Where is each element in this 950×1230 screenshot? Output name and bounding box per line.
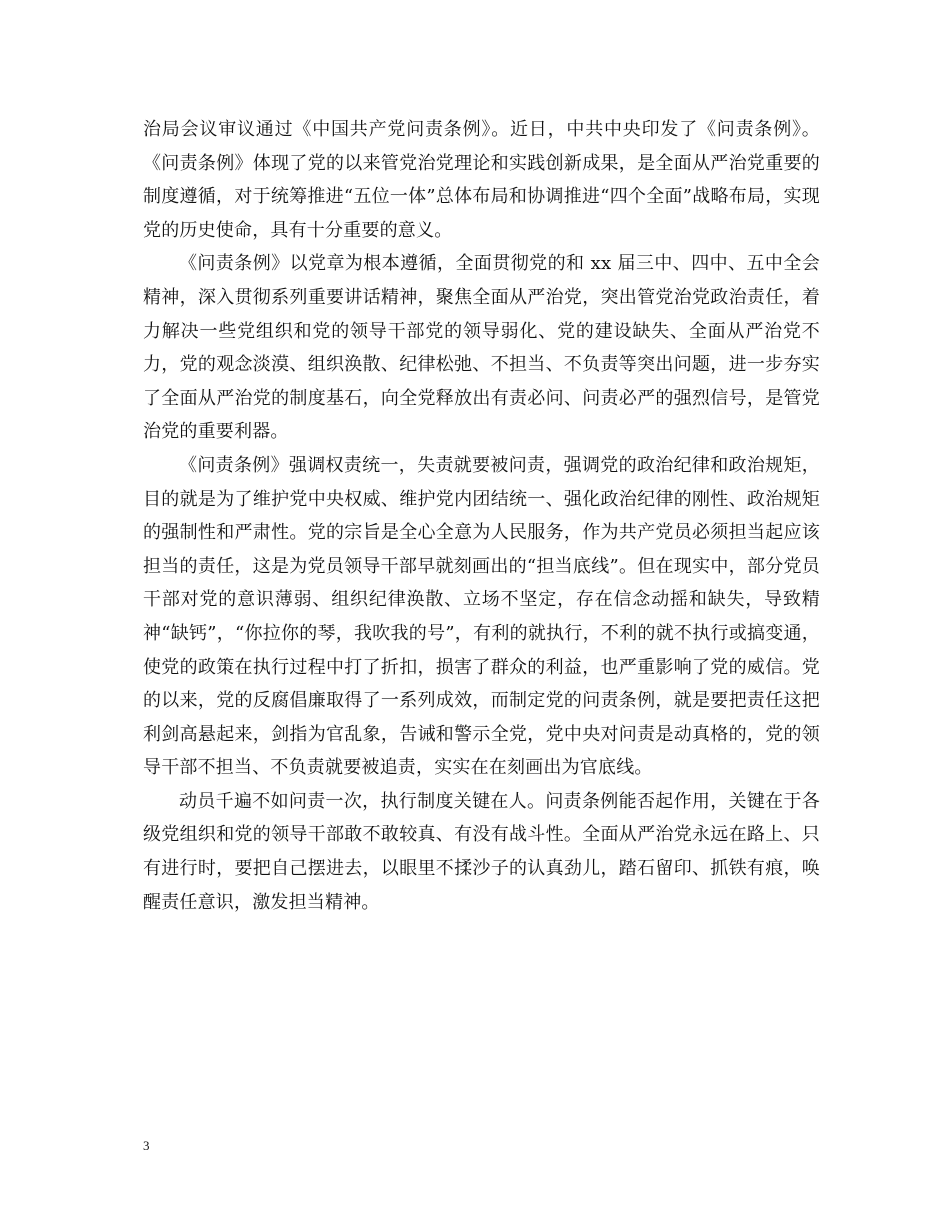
- page-number: 3: [143, 1138, 150, 1153]
- paragraph-4: 动员千遍不如问责一次，执行制度关键在人。问责条例能否起作用，关键在于各级党组织和党的领导干部敢不敢较真、有没有战斗性。全面从严治党永远在路上、只有进行时，要把自己摆进去，以眼里不揉沙子的认真劲儿，踏石留印、抓铁有痕，唤醒责任意识，激发担当精神。: [143, 790, 820, 913]
- paragraph-1: 治局会议审议通过《中国共产党问责条例》。近日，中共中央印发了《问责条例》。《问责条例》体现了党的以来管党治党理论和实践创新成果，是全面从严治党重要的制度遵循，对于统筹推进“五位一体”总体布局和协调推进“四个全面”战略布局，实现党的历史使命，具有十分重要的意义。: [143, 119, 820, 241]
- paragraph-2: 《问责条例》以党章为根本遵循，全面贯彻党的和 xx 届三中、四中、五中全会精神，深入贯彻系列重要讲话精神，聚焦全面从严治党，突出管党治党政治责任，着力解决一些党组织和党的领导干部党的领导弱化、党的建设缺失、全面从严治党不力，党的观念淡漠、组织涣散、纪律松弛、不担当、不负责等突出问题，进一步夯实了全面从严治党的制度基石，向全党释放出有责必问、问责必严的强烈信号，是管党治党的重要利器。: [143, 253, 820, 443]
- document-body: [143, 113, 820, 919]
- paragraph-3: 《问责条例》强调权责统一，失责就要被问责，强调党的政治纪律和政治规矩，目的就是为了维护党中央权威、维护党内团结统一、强化政治纪律的刚性、政治规矩的强制性和严肃性。党的宗旨是全心全意为人民服务，作为共产党员必须担当起应该担当的责任，这是为党员领导干部早就刻画出的“担当底线”。但在现实中，部分党员干部对党的意识薄弱、组织纪律涣散、立场不坚定，存在信念动摇和缺失，导致精神“缺钙”，“你拉你的琴，我吹我的号”，有利的就执行，不利的就不执行或搞变通，使党的政策在执行过程中打了折扣，损害了群众的利益，也严重影响了党的威信。党的以来，党的反腐倡廉取得了一系列成效，而制定党的问责条例，就是要把责任这把利剑高悬起来，剑指为官乱象，告诫和警示全党，党中央对问责是动真格的，党的领导干部不担当、不负责就要被追责，实实在在刻画出为官底线。: [143, 454, 820, 779]
